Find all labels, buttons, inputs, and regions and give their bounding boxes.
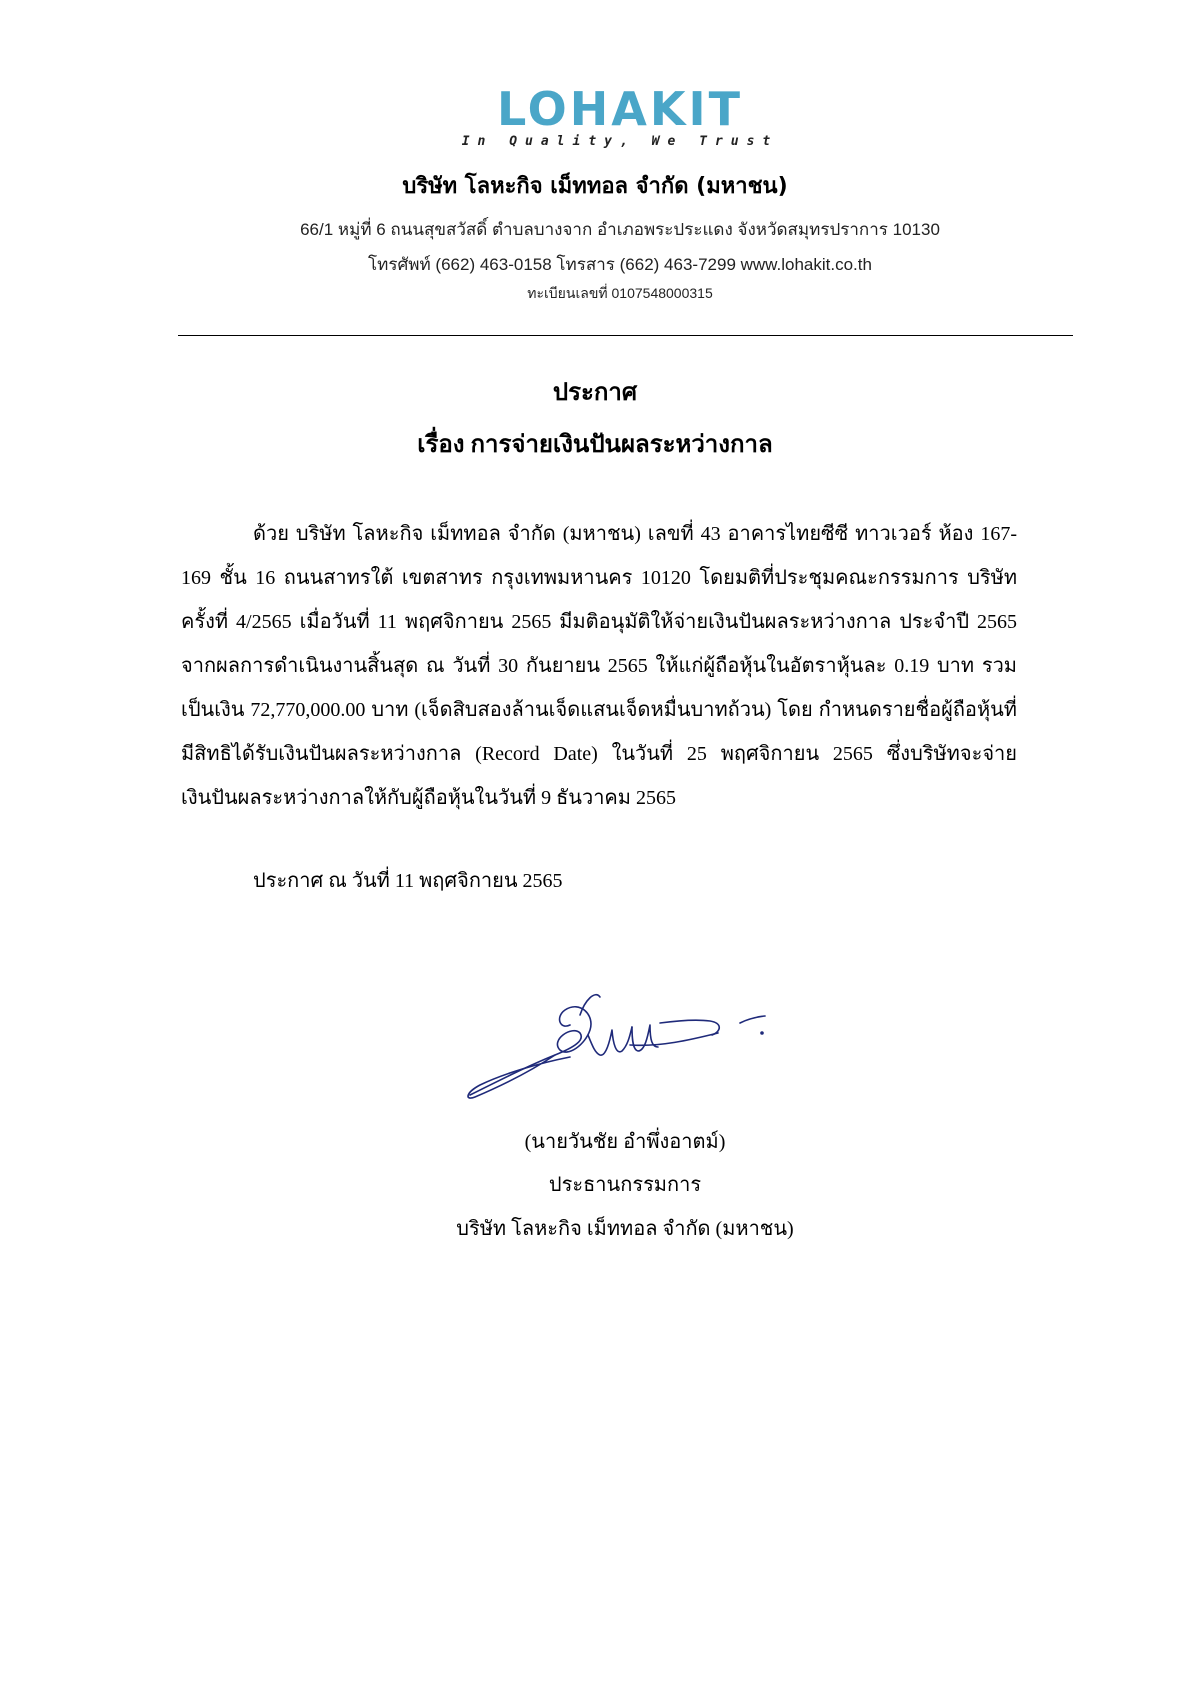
header-divider	[178, 335, 1073, 336]
signatory-company: บริษัท โลหะกิจ เม็ททอล จำกัด (มหาชน)	[456, 1218, 794, 1240]
signature-strokes	[468, 995, 765, 1098]
company-registration: ทะเบียนเลขที่ 0107548000315	[527, 285, 713, 301]
company-name: บริษัท โลหะกิจ เม็ททอล จำกัด (มหาชน)	[402, 174, 788, 199]
announcement-dateline: ประกาศ ณ วันที่ 11 พฤศจิกายน 2565	[253, 870, 563, 892]
logo-tagline: In Quality, We Trust	[461, 134, 779, 149]
company-address: 66/1 หมู่ที่ 6 ถนนสุขสวัสดิ์ ตำบลบางจาก อำเภอพระประแดง จังหวัดสมุทรปราการ 10130	[300, 220, 940, 239]
announcement-body: ด้วย บริษัท โลหะกิจ เม็ททอล จำกัด (มหาชน) เลขที่ 43 อาคารไทยซีซี ทาวเวอร์ ห้อง 167-169 ชั้น 16 ถนนสาทรใต้ เขตสาทร กรุงเทพมหานคร 10120 โดยมติที่ประชุมคณะกรรมการ บริษัท ครั้งที่ 4/2565 เมื่อวันที่ 11 พฤศจิกายน 2565 มีมติอนุมัติให้จ่ายเงินปันผลระหว่างกาล ประจำปี 2565 จากผลการดำเนินงานสิ้นสุด ณ วันที่ 30 กันยายน 2565 ให้แก่ผู้ถือหุ้นในอัตราหุ้นละ 0.19 บาท รวมเป็นเงิน 72,770,000.00 บาท (เจ็ดสิบสองล้านเจ็ดแสนเจ็ดหมื่นบาทถ้วน) โดย กำหนดรายชื่อผู้ถือหุ้นที่มีสิทธิได้รับเงินปันผลระหว่างกาล (Record Date) ในวันที่ 25 พฤศจิกายน 2565 ซึ่งบริษัทจะจ่ายเงินปันผลระหว่างกาลให้กับผู้ถือหุ้นในวันที่ 9 ธันวาคม 2565	[181, 523, 1017, 809]
signature-icon	[460, 985, 775, 1105]
signatory-name: (นายวันชัย อำพึ่งอาตม์)	[524, 1131, 726, 1153]
announcement-subject: เรื่อง การจ่ายเงินปันผลระหว่างกาล	[417, 432, 773, 458]
company-logo	[455, 82, 785, 156]
signatory-position: ประธานกรรมการ	[548, 1174, 702, 1196]
company-contact: โทรศัพท์ (662) 463-0158 โทรสาร (662) 463-7299 www.lohakit.co.th	[368, 255, 872, 274]
logo-wordmark: LOHAKIT	[496, 82, 743, 136]
announcement-heading: ประกาศ	[552, 380, 638, 406]
